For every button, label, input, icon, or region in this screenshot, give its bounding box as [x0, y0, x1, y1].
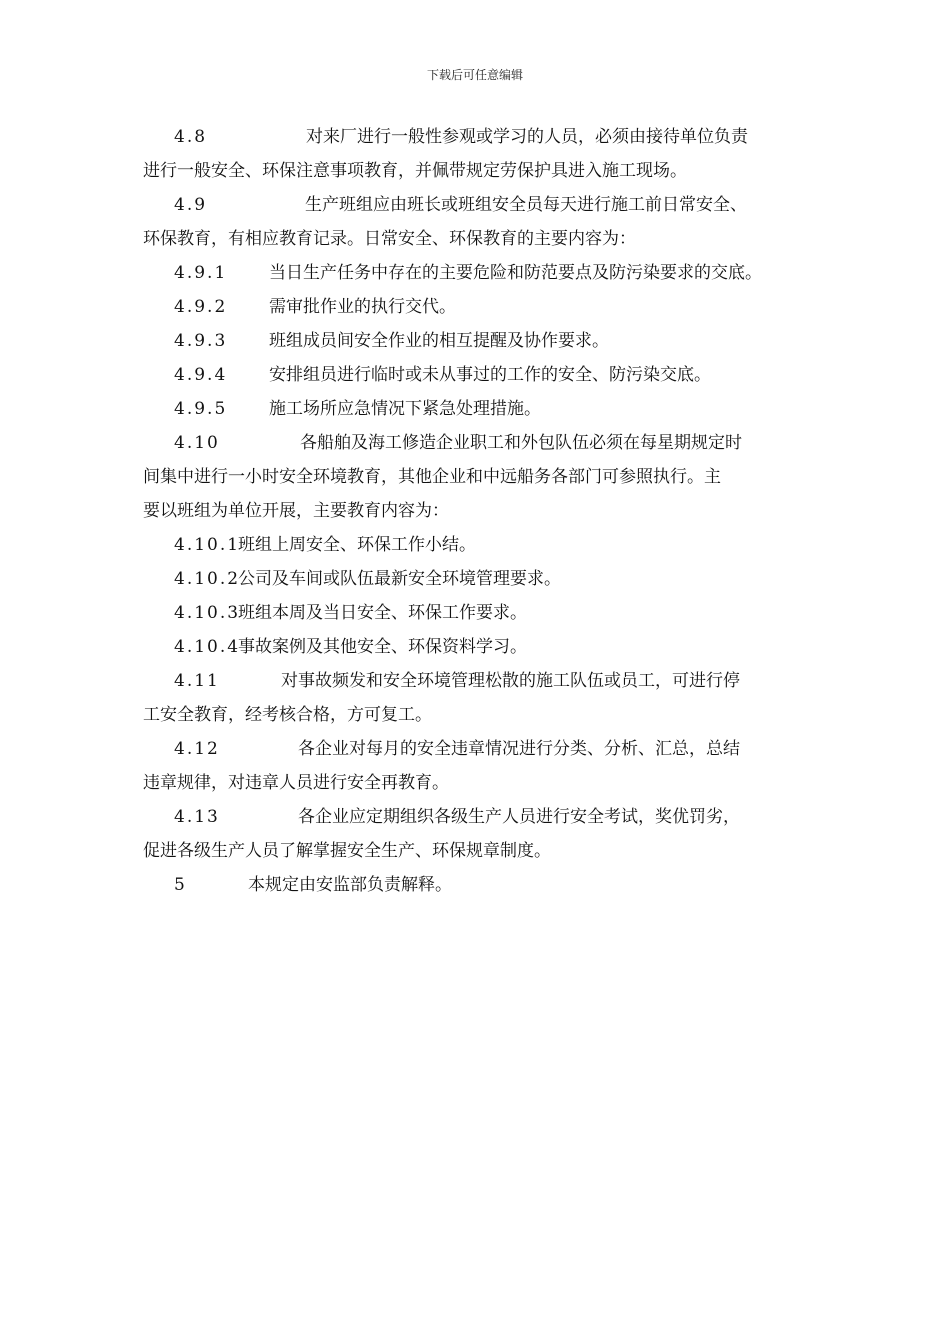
clause-number: 4.9.5: [174, 399, 228, 419]
clause-number: 4.8: [174, 127, 208, 147]
paragraph-4-10-2: [143, 562, 823, 596]
paragraph-4-9-3: [143, 324, 823, 358]
paragraph-4-8: [143, 120, 823, 154]
paragraph-4-9-2: [143, 290, 823, 324]
clause-number: 4.10.3: [174, 603, 241, 623]
clause-text: 公司及车间或队伍最新安全环境管理要求。: [238, 569, 561, 589]
clause-number: 4.10.2: [174, 569, 241, 589]
clause-text: 班组本周及当日安全、环保工作要求。: [238, 603, 527, 623]
clause-number: 4.10.4: [174, 637, 241, 657]
clause-number: 4.9: [174, 195, 208, 215]
paragraph-4-10-3: [143, 596, 823, 630]
paragraph-4-9-5: [143, 392, 823, 426]
clause-number: 4.13: [174, 807, 220, 827]
header-note: 下载后可任意编辑: [426, 68, 523, 82]
clause-text: 需审批作业的执行交代。: [269, 297, 456, 317]
clause-number: 4.10.1: [174, 535, 241, 555]
clause-text: 各企业应定期组织各级生产人员进行安全考试，奖优罚劣，: [298, 807, 740, 827]
paragraph-4-9: [143, 188, 823, 222]
paragraph-4-9-4: [143, 358, 823, 392]
paragraph-4-9-1: [143, 256, 823, 290]
clause-text: 施工场所应急情况下紧急处理措施。: [269, 399, 541, 419]
clause-number: 5: [174, 875, 187, 895]
paragraph-4-10: [143, 426, 823, 460]
clause-text: 当日生产任务中存在的主要危险和防范要点及防污染要求的交底。: [269, 263, 762, 283]
clause-text: 安排组员进行临时或未从事过的工作的安全、防污染交底。: [269, 365, 711, 385]
clause-number: 4.9.4: [174, 365, 228, 385]
clause-number: 4.12: [174, 739, 220, 759]
clause-number: 4.11: [174, 671, 220, 691]
paragraph-5: [143, 868, 823, 902]
clause-number: 4.10: [174, 433, 220, 453]
clause-text: 事故案例及其他安全、环保资料学习。: [238, 637, 527, 657]
paragraph-4-13-cont: 促进各级生产人员了解掌握安全生产、环保规章制度。: [143, 841, 551, 861]
document-body: [143, 120, 823, 902]
paragraph-4-12: [143, 732, 823, 766]
paragraph-4-10-1: [143, 528, 823, 562]
paragraph-4-8-cont: 进行一般安全、环保注意事项教育，并佩带规定劳保护具进入施工现场。: [143, 161, 687, 181]
clause-text: 各船舶及海工修造企业职工和外包队伍必须在每星期规定时: [300, 433, 742, 453]
clause-number: 4.9.1: [174, 263, 228, 283]
paragraph-4-10-4: [143, 630, 823, 664]
paragraph-4-11-cont: 工安全教育，经考核合格，方可复工。: [143, 705, 432, 725]
paragraph-4-11: [143, 664, 823, 698]
paragraph-4-9-cont: 环保教育，有相应教育记录。日常安全、环保教育的主要内容为：: [143, 229, 636, 249]
clause-text: 生产班组应由班长或班组安全员每天进行施工前日常安全、: [305, 195, 747, 215]
paragraph-4-10-cont: 间集中进行一小时安全环境教育，其他企业和中远船务各部门可参照执行。主: [143, 467, 721, 487]
paragraph-4-12-cont: 违章规律，对违章人员进行安全再教育。: [143, 773, 449, 793]
clause-text: 本规定由安监部负责解释。: [248, 875, 452, 895]
clause-number: 4.9.3: [174, 331, 228, 351]
paragraph-4-13: [143, 800, 823, 834]
clause-text: 班组成员间安全作业的相互提醒及协作要求。: [269, 331, 609, 351]
clause-text: 对事故频发和安全环境管理松散的施工队伍或员工，可进行停: [281, 671, 740, 691]
paragraph-4-10-cont: 要以班组为单位开展，主要教育内容为：: [143, 501, 449, 521]
clause-text: 班组上周安全、环保工作小结。: [238, 535, 476, 555]
clause-number: 4.9.2: [174, 297, 228, 317]
clause-text: 对来厂进行一般性参观或学习的人员，必须由接待单位负责: [306, 127, 748, 147]
clause-text: 各企业对每月的安全违章情况进行分类、分析、汇总，总结: [298, 739, 740, 759]
